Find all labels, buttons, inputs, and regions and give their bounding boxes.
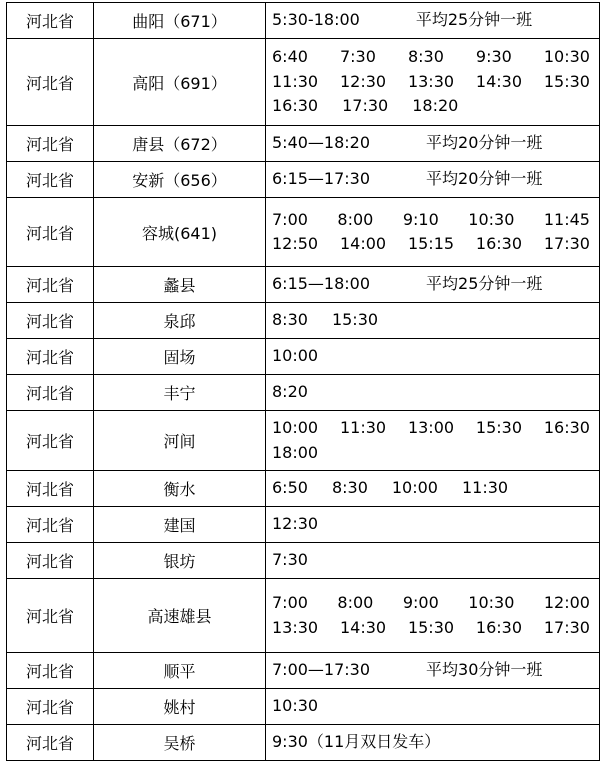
station-cell: 唐县（672） <box>94 126 266 162</box>
departure-times-cell <box>266 543 600 579</box>
departure-time: 15:30 <box>407 617 455 637</box>
times-line <box>272 232 590 257</box>
times-line <box>272 8 599 33</box>
province-cell: 河北省 <box>7 411 94 471</box>
departure-time: 11:30 <box>272 71 319 91</box>
province-cell: 河北省 <box>7 39 94 126</box>
departure-time: 18:20 <box>412 96 459 116</box>
station-cell: 曲阳（671） <box>94 3 266 39</box>
frequency-note: 平均25分钟一班 <box>426 274 543 294</box>
schedule-row <box>7 579 600 653</box>
province-cell: 河北省 <box>7 471 94 507</box>
schedule-row <box>7 198 600 267</box>
station-cell: 丰宁 <box>94 375 266 411</box>
station-cell: 河间 <box>94 411 266 471</box>
departure-time: 8:00 <box>337 593 374 612</box>
departure-time: 8:00 <box>337 209 374 229</box>
times-line <box>272 730 599 755</box>
departure-time: 17:30 <box>543 234 590 253</box>
province-cell: 河北省 <box>7 507 94 543</box>
departure-times-cell <box>266 162 600 198</box>
time-range: 7:00—17:30 <box>272 660 371 680</box>
province-cell: 河北省 <box>7 162 94 198</box>
departure-times-cell <box>266 507 600 543</box>
province-cell: 河北省 <box>7 3 94 39</box>
times-line <box>272 658 599 683</box>
departure-time: 16:30 <box>272 96 319 116</box>
province-cell: 河北省 <box>7 725 94 761</box>
time-range: 5:40—18:20 <box>272 133 371 153</box>
time-range: 6:15—18:00 <box>272 274 371 294</box>
departure-time: 10:30 <box>468 593 515 612</box>
departure-times-cell <box>266 126 600 162</box>
frequency-note: 平均25分钟一班 <box>415 10 533 30</box>
times-line <box>272 167 599 192</box>
departure-times-cell <box>266 411 600 471</box>
departure-time: 16:30 <box>475 234 523 253</box>
schedule-row <box>7 689 600 725</box>
times-line <box>272 416 590 441</box>
departure-time: 11:45 <box>543 209 590 229</box>
departure-time: 8:20 <box>272 382 308 402</box>
times-line <box>272 70 590 95</box>
departure-time: 17:30 <box>543 617 590 637</box>
schedule-row <box>7 653 600 689</box>
times-line <box>272 380 599 405</box>
departure-times-cell <box>266 39 600 126</box>
departure-time: 10:00 <box>391 478 438 498</box>
station-cell: 泉邱 <box>94 303 266 339</box>
departure-times-cell <box>266 303 600 339</box>
times-line <box>272 208 590 233</box>
frequency-note: 平均20分钟一班 <box>426 169 543 189</box>
departure-times-cell <box>266 339 600 375</box>
departure-time: 9:30 <box>475 47 512 67</box>
times-line <box>272 591 590 616</box>
departure-time: 14:00 <box>339 234 387 253</box>
departure-time: 11:30 <box>339 418 387 437</box>
province-cell: 河北省 <box>7 339 94 375</box>
departure-times-cell <box>266 198 600 267</box>
departure-times-cell <box>266 471 600 507</box>
station-cell: 建国 <box>94 507 266 543</box>
departure-time: 10:30 <box>543 47 590 67</box>
departure-time: 10:00 <box>272 346 319 366</box>
times-line <box>272 616 590 641</box>
station-cell: 衡水 <box>94 471 266 507</box>
departure-time: 13:30 <box>407 71 455 91</box>
departure-time: 14:30 <box>339 617 387 637</box>
departure-times-cell <box>266 3 600 39</box>
province-cell: 河北省 <box>7 267 94 303</box>
schedule-row <box>7 375 600 411</box>
times-line <box>272 441 599 466</box>
schedule-row <box>7 507 600 543</box>
departure-time: 10:30 <box>468 209 515 229</box>
times-line <box>272 131 599 156</box>
departure-time: 15:15 <box>407 234 455 253</box>
departure-time: 13:00 <box>407 418 455 437</box>
schedule-row <box>7 162 600 198</box>
schedule-row <box>7 3 600 39</box>
station-cell: 顺平 <box>94 653 266 689</box>
departure-time: 9:30（11月双日发车） <box>272 732 441 752</box>
province-cell: 河北省 <box>7 375 94 411</box>
province-cell: 河北省 <box>7 653 94 689</box>
schedule-row <box>7 303 600 339</box>
departure-time: 13:30 <box>272 617 319 637</box>
province-cell: 河北省 <box>7 689 94 725</box>
departure-times-cell <box>266 375 600 411</box>
times-line <box>272 548 599 573</box>
times-line <box>272 272 599 297</box>
departure-time: 16:30 <box>543 418 590 437</box>
departure-time: 12:50 <box>272 234 319 253</box>
station-cell: 高阳（691） <box>94 39 266 126</box>
departure-time: 7:00 <box>272 209 308 229</box>
departure-time: 18:00 <box>272 442 319 462</box>
frequency-note: 平均20分钟一班 <box>426 133 543 153</box>
times-line <box>272 512 599 537</box>
schedule-row <box>7 339 600 375</box>
departure-time: 15:30 <box>543 71 590 91</box>
departure-times-cell <box>266 653 600 689</box>
schedule-body <box>7 3 600 761</box>
departure-time: 7:00 <box>272 593 308 612</box>
departure-times-cell <box>266 725 600 761</box>
schedule-row <box>7 267 600 303</box>
departure-time: 6:50 <box>272 478 308 498</box>
schedule-row <box>7 126 600 162</box>
departure-time: 14:30 <box>475 71 523 91</box>
province-cell: 河北省 <box>7 543 94 579</box>
departure-time: 16:30 <box>475 617 523 637</box>
station-cell: 固场 <box>94 339 266 375</box>
departure-times-cell <box>266 579 600 653</box>
departure-times-cell <box>266 267 600 303</box>
station-cell: 蠡县 <box>94 267 266 303</box>
station-cell: 姚村 <box>94 689 266 725</box>
departure-time: 6:40 <box>272 47 308 67</box>
station-cell: 银坊 <box>94 543 266 579</box>
time-range: 5:30-18:00 <box>272 10 360 30</box>
times-line <box>272 694 599 719</box>
departure-time: 15:30 <box>475 418 523 437</box>
province-cell: 河北省 <box>7 303 94 339</box>
station-cell: 安新（656） <box>94 162 266 198</box>
times-line <box>272 308 599 333</box>
departure-time: 10:00 <box>272 418 319 437</box>
departure-time: 7:30 <box>272 550 308 570</box>
departure-time: 12:00 <box>543 593 590 612</box>
departure-time: 9:10 <box>402 209 439 229</box>
station-cell: 容城(641) <box>94 198 266 267</box>
schedule-row <box>7 39 600 126</box>
departure-time: 10:30 <box>272 696 319 716</box>
schedule-row <box>7 471 600 507</box>
bus-schedule-table <box>6 2 600 761</box>
province-cell: 河北省 <box>7 579 94 653</box>
times-line <box>272 94 599 119</box>
departure-time: 12:30 <box>272 514 319 534</box>
departure-time: 8:30 <box>331 478 368 498</box>
time-range: 6:15—17:30 <box>272 169 371 189</box>
departure-time: 12:30 <box>339 71 387 91</box>
departure-time: 15:30 <box>331 310 379 330</box>
departure-time: 8:30 <box>407 47 444 67</box>
times-line <box>272 476 599 501</box>
departure-time: 7:30 <box>339 47 376 67</box>
station-cell: 高速雄县 <box>94 579 266 653</box>
departure-time: 11:30 <box>461 478 509 498</box>
schedule-row <box>7 543 600 579</box>
departure-time: 17:30 <box>342 96 389 116</box>
schedule-row <box>7 725 600 761</box>
departure-time: 9:00 <box>402 593 439 612</box>
departure-times-cell <box>266 689 600 725</box>
station-cell: 吴桥 <box>94 725 266 761</box>
province-cell: 河北省 <box>7 126 94 162</box>
province-cell: 河北省 <box>7 198 94 267</box>
frequency-note: 平均30分钟一班 <box>426 660 543 680</box>
times-line <box>272 344 599 369</box>
schedule-row <box>7 411 600 471</box>
departure-time: 8:30 <box>272 310 308 330</box>
times-line <box>272 45 590 70</box>
